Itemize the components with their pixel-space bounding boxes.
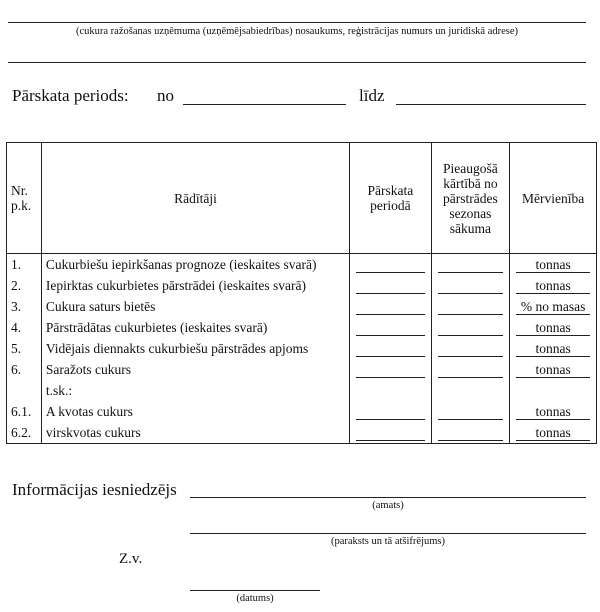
company-caption: (cukura ražošanas uzņēmuma (uzņēmējsabiedrības) nosaukums, reģistrācijas numurs un juridiskā adrese) bbox=[75, 26, 518, 37]
row-indicator-label: t.sk.: bbox=[41, 380, 349, 401]
unit-underline bbox=[516, 440, 590, 441]
unit-underline bbox=[516, 377, 590, 378]
row-unit-label: tonnas bbox=[535, 320, 571, 335]
row-number: 1. bbox=[7, 254, 42, 276]
value-underline bbox=[356, 272, 424, 273]
table-body bbox=[7, 254, 597, 444]
row-indicator-label: Cukura saturs bietēs bbox=[41, 296, 349, 317]
stamp-label: Z.v. bbox=[119, 551, 143, 567]
row-number: 4. bbox=[7, 317, 42, 338]
cumulative-value-cell[interactable] bbox=[431, 401, 510, 422]
submitter-label: Informācijas iesniedzējs bbox=[12, 480, 177, 499]
table-row bbox=[7, 296, 597, 317]
cumulative-value-cell[interactable] bbox=[431, 296, 510, 317]
table-header-row bbox=[7, 143, 597, 254]
value-underline bbox=[438, 356, 504, 357]
table-row bbox=[7, 380, 597, 401]
col-header-indicators: Rādītāji bbox=[41, 143, 349, 254]
period-value-cell[interactable] bbox=[350, 254, 431, 276]
value-underline bbox=[438, 419, 504, 420]
row-unit bbox=[510, 296, 597, 317]
report-table bbox=[6, 142, 597, 444]
row-number: 6.1. bbox=[7, 401, 42, 422]
position-caption: (amats) bbox=[372, 500, 404, 511]
unit-underline bbox=[516, 293, 590, 294]
cumulative-value-cell[interactable] bbox=[431, 422, 510, 444]
col-header-period: Pārskata periodā bbox=[350, 143, 431, 254]
signature-caption: (paraksts un tā atšifrējums) bbox=[330, 536, 445, 547]
period-to-field[interactable] bbox=[396, 104, 586, 105]
row-unit bbox=[510, 401, 597, 422]
row-unit bbox=[510, 422, 597, 444]
value-underline bbox=[356, 356, 424, 357]
row-unit bbox=[510, 338, 597, 359]
table-row bbox=[7, 359, 597, 380]
value-underline bbox=[356, 419, 424, 420]
unit-underline bbox=[516, 419, 590, 420]
cumulative-value-cell[interactable] bbox=[431, 338, 510, 359]
cumulative-value-cell bbox=[431, 380, 510, 401]
row-unit bbox=[510, 359, 597, 380]
row-indicator-label: Vidējais diennakts cukurbiešu pārstrādes apjoms bbox=[41, 338, 349, 359]
unit-underline bbox=[516, 335, 590, 336]
value-underline bbox=[438, 377, 504, 378]
unit-underline bbox=[516, 314, 590, 315]
value-underline bbox=[438, 440, 504, 441]
period-value-cell[interactable] bbox=[350, 275, 431, 296]
row-number: 2. bbox=[7, 275, 42, 296]
position-field[interactable] bbox=[190, 497, 586, 498]
period-value-cell bbox=[350, 380, 431, 401]
period-value-cell[interactable] bbox=[350, 338, 431, 359]
signature-field[interactable] bbox=[190, 533, 586, 534]
row-unit-label: tonnas bbox=[535, 341, 571, 356]
row-unit-label: tonnas bbox=[535, 278, 571, 293]
table-row bbox=[7, 338, 597, 359]
row-number: 5. bbox=[7, 338, 42, 359]
period-value-cell[interactable] bbox=[350, 401, 431, 422]
col-header-unit: Mērvienība bbox=[510, 143, 597, 254]
row-number: 3. bbox=[7, 296, 42, 317]
cumulative-value-cell[interactable] bbox=[431, 254, 510, 276]
period-label: Pārskata periods: bbox=[12, 86, 129, 105]
col-header-nr: Nr. p.k. bbox=[7, 143, 42, 254]
row-unit-label: tonnas bbox=[535, 404, 571, 419]
row-indicator-label: Cukurbiešu iepirkšanas prognoze (ieskaites svarā) bbox=[41, 254, 349, 276]
period-from-label: no bbox=[157, 86, 174, 105]
unit-underline bbox=[516, 356, 590, 357]
row-unit-label: tonnas bbox=[535, 257, 571, 272]
row-unit-label: % no masas bbox=[520, 299, 586, 314]
row-indicator-label: A kvotas cukurs bbox=[41, 401, 349, 422]
row-number: 6. bbox=[7, 359, 42, 380]
table-row bbox=[7, 422, 597, 444]
row-number bbox=[7, 380, 42, 401]
row-unit bbox=[510, 254, 597, 276]
col-header-cumulative: Pieaugošā kārtībā no pārstrādes sezonas sākuma bbox=[431, 143, 510, 254]
row-indicator-label: virskvotas cukurs bbox=[41, 422, 349, 444]
unit-underline bbox=[516, 272, 590, 273]
cumulative-value-cell[interactable] bbox=[431, 359, 510, 380]
period-value-cell[interactable] bbox=[350, 359, 431, 380]
period-value-cell[interactable] bbox=[350, 317, 431, 338]
value-underline bbox=[356, 293, 424, 294]
row-number: 6.2. bbox=[7, 422, 42, 444]
period-value-cell[interactable] bbox=[350, 422, 431, 444]
table-row bbox=[7, 317, 597, 338]
period-value-cell[interactable] bbox=[350, 296, 431, 317]
date-caption: (datums) bbox=[236, 593, 274, 604]
value-underline bbox=[438, 293, 504, 294]
row-unit bbox=[510, 275, 597, 296]
value-underline bbox=[356, 377, 424, 378]
period-to-label: līdz bbox=[359, 86, 385, 105]
company-extra-line[interactable] bbox=[8, 62, 586, 63]
row-unit bbox=[510, 380, 597, 401]
row-indicator-label: Saražots cukurs bbox=[41, 359, 349, 380]
date-field[interactable] bbox=[190, 590, 320, 591]
period-from-field[interactable] bbox=[183, 104, 346, 105]
value-underline bbox=[356, 314, 424, 315]
row-unit bbox=[510, 317, 597, 338]
row-indicator-label: Iepirktas cukurbietes pārstrādei (ieskaites svarā) bbox=[41, 275, 349, 296]
cumulative-value-cell[interactable] bbox=[431, 317, 510, 338]
value-underline bbox=[438, 272, 504, 273]
value-underline bbox=[438, 335, 504, 336]
value-underline bbox=[356, 440, 424, 441]
table-row bbox=[7, 254, 597, 276]
cumulative-value-cell[interactable] bbox=[431, 275, 510, 296]
row-unit-label: tonnas bbox=[535, 362, 571, 377]
value-underline bbox=[438, 314, 504, 315]
company-name-line[interactable] bbox=[8, 22, 586, 23]
table-row bbox=[7, 275, 597, 296]
table-row bbox=[7, 401, 597, 422]
row-indicator-label: Pārstrādātas cukurbietes (ieskaites svarā) bbox=[41, 317, 349, 338]
value-underline bbox=[356, 335, 424, 336]
row-unit-label: tonnas bbox=[535, 425, 571, 440]
